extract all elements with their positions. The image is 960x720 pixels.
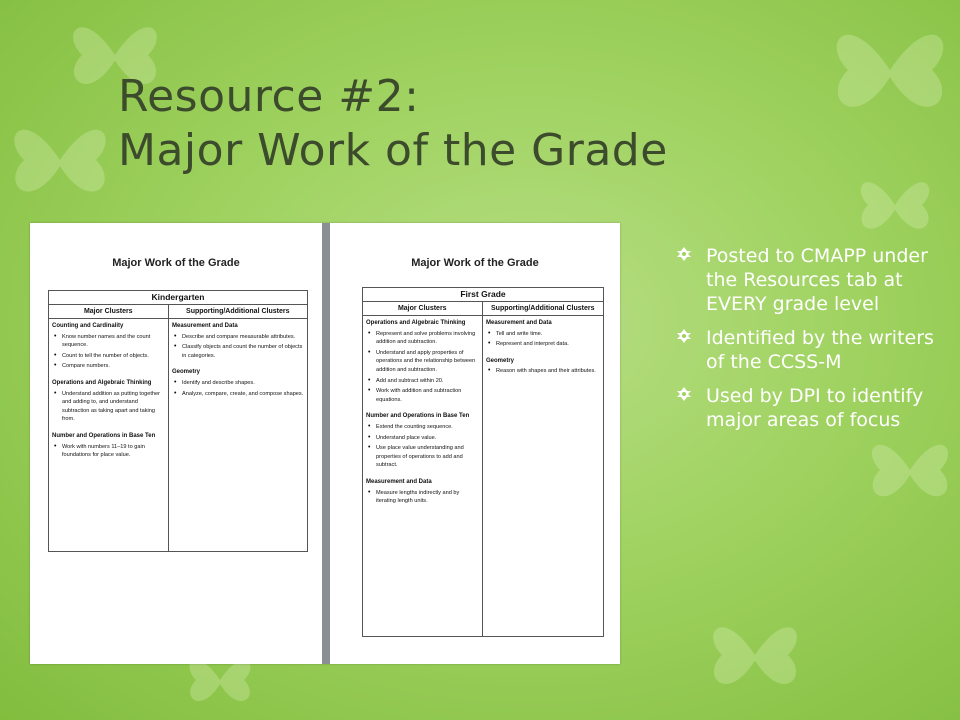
page-heading: Major Work of the Grade xyxy=(411,257,539,269)
slide-title-line1: Resource #2: xyxy=(118,71,420,122)
cluster-heading: Number and Operations in Base Ten xyxy=(52,432,156,439)
major-column xyxy=(363,316,483,636)
cluster-item: • Identify and describe shapes. xyxy=(172,379,304,388)
cluster-item: • Analyze, compare, create, and compose shapes. xyxy=(172,390,304,399)
cluster-item: • Work with addition and subtraction equations. xyxy=(366,387,479,404)
table-header xyxy=(363,302,603,316)
col-header-major: Major Clusters xyxy=(363,302,483,315)
grade-label: Kindergarten xyxy=(49,291,307,305)
slide-title xyxy=(118,70,878,178)
cluster-heading: Measurement and Data xyxy=(486,320,552,326)
cluster-item: • Compare numbers. xyxy=(52,362,165,371)
cluster-item: • Add and subtract within 20. xyxy=(366,377,479,386)
major-column xyxy=(49,319,169,551)
cluster-item: • Extend the counting sequence. xyxy=(366,423,479,432)
first-grade-table xyxy=(362,287,604,637)
major-work-document-image xyxy=(30,223,620,664)
kindergarten-table xyxy=(48,290,308,552)
bullet-text: Posted to CMAPP under the Resources tab at EVERY grade level xyxy=(706,245,928,315)
slide-title-line2: Major Work of the Grade xyxy=(118,125,668,176)
table-header xyxy=(49,305,307,319)
cluster-item: • Use place value understanding and properties of operations to add and subtract. xyxy=(366,444,479,470)
support-column xyxy=(169,319,307,551)
cluster-heading: Operations and Algebraic Thinking xyxy=(366,320,466,326)
bullet-text: Identified by the writers of the CCSS-M xyxy=(706,327,934,373)
bullet-list xyxy=(676,244,936,442)
butterfly-decoration-icon xyxy=(0,100,120,220)
col-header-support: Supporting/Additional Clusters xyxy=(491,305,595,312)
cluster-item: • Classify objects and count the number of objects in categories. xyxy=(172,343,304,360)
cluster-item: • Understand place value. xyxy=(366,434,479,443)
cluster-item: • Tell and write time. xyxy=(486,330,600,339)
diamond-bullet-icon xyxy=(676,246,692,262)
document-page-kindergarten xyxy=(30,223,322,664)
cluster-heading: Number and Operations in Base Ten xyxy=(366,413,470,420)
cluster-item: • Understand and apply properties of operations and the relationship between addition and subtraction. xyxy=(366,349,479,375)
col-header-support: Supporting/Additional Clusters xyxy=(186,308,290,315)
cluster-heading: Geometry xyxy=(172,369,201,376)
bullet-text: Used by DPI to identify major areas of focus xyxy=(706,385,924,431)
bullet-item xyxy=(676,384,936,432)
cluster-item: • Represent and interpret data. xyxy=(486,340,600,349)
cluster-item: • Understand addition as putting together and adding to, and understand subtraction as taking apart and taking from. xyxy=(52,390,165,424)
document-page-first-grade xyxy=(330,223,620,664)
cluster-heading: Measurement and Data xyxy=(366,478,432,485)
bullet-item xyxy=(676,326,936,374)
cluster-heading: Measurement and Data xyxy=(172,323,238,329)
page-divider xyxy=(322,223,330,664)
cluster-item: • Know number names and the count sequence. xyxy=(52,333,165,350)
diamond-bullet-icon xyxy=(676,386,692,402)
diamond-bullet-icon xyxy=(676,328,692,344)
cluster-item: • Describe and compare measurable attributes. xyxy=(172,333,304,342)
cluster-heading: Counting and Cardinality xyxy=(52,323,124,329)
page-heading: Major Work of the Grade xyxy=(112,257,240,269)
cluster-heading: Geometry xyxy=(486,357,515,364)
bullet-item xyxy=(676,244,936,316)
cluster-item: • Measure lengths indirectly and by iterating length units. xyxy=(366,489,479,506)
grade-label: First Grade xyxy=(363,288,603,302)
cluster-item: • Reason with shapes and their attributes. xyxy=(486,367,600,376)
cluster-heading: Operations and Algebraic Thinking xyxy=(52,379,152,386)
cluster-item: • Represent and solve problems involving addition and subtraction. xyxy=(366,330,479,347)
col-header-major: Major Clusters xyxy=(49,305,169,318)
butterfly-decoration-icon xyxy=(700,600,810,710)
cluster-item: • Count to tell the number of objects. xyxy=(52,352,165,361)
support-column xyxy=(483,316,603,636)
cluster-item: • Work with numbers 11–19 to gain foundations for place value. xyxy=(52,443,165,460)
